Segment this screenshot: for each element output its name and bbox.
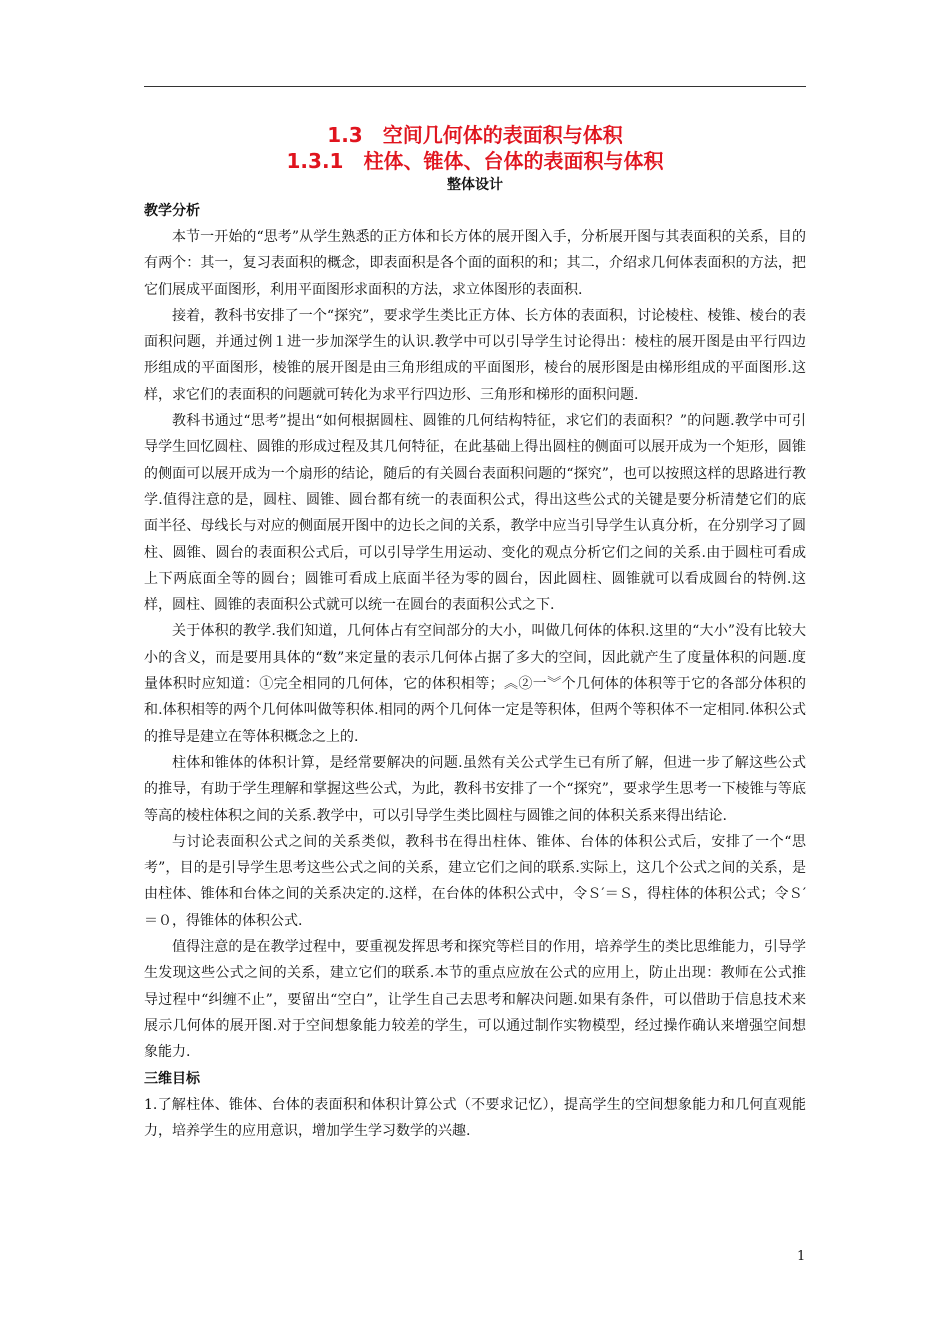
sub-title: 1.3.1 柱体、锥体、台体的表面积与体积 — [286, 149, 664, 173]
document-body — [144, 122, 806, 1144]
paragraph: 柱体和锥体的体积计算，是经常要解决的问题.虽然有关公式学生已有所了解，但进一步了解这些公式的推导，有助于学生理解和掌握这些公式，为此，教科书安排了一个“探究”，要求学生思考一下棱锥与等底等高的棱柱体积之间的关系.教学中，可以引导学生类比圆柱与圆锥之间的体积关系来得出结论. — [144, 754, 806, 824]
page-number: 1 — [797, 1249, 806, 1264]
paragraph: 与讨论表面积公式之间的关系类似，教科书在得出柱体、锥体、台体的体积公式后，安排了一个“思考”，目的是引导学生思考这些公式之间的关系，建立它们之间的联系.实际上，这几个公式之间的关系，是由柱体、锥体和台体之间的关系决定的.这样，在台体的体积公式中，令Ｓ′＝Ｓ，得柱体的体积公式；令Ｓ′＝０，得锥体的体积公式. — [144, 833, 806, 929]
paragraph: 关于体积的教学.我们知道，几何体占有空间部分的大小，叫做几何体的体积.这里的“大小”没有比较大小的含义，而是要用具体的“数”来定量的表示几何体占据了多大的空间，因此就产生了度量体积的问题.度量体积时应知道：①完全相同的几何体，它的体积相等；︽②一︾个几何体的体积等于它的各部分体积的和.体积相等的两个几何体叫做等积体.相同的两个几何体一定是等积体，但两个等积体不一定相同.体积公式的推导是建立在等体积概念之上的. — [144, 623, 806, 745]
paragraph: 接着，教科书安排了一个“探究”，要求学生类比正方体、长方体的表面积，讨论棱柱、棱锥、棱台的表面积问题，并通过例１进一步加深学生的认识.教学中可以引导学生讨论得出：棱柱的展开图是由平行四边形组成的平面图形，棱锥的展开图是由三角形组成的平面图形，棱台的展形图是由梯形组成的平面图形.这样，求它们的表面积的问题就可转化为求平行四边形、三角形和梯形的面积问题. — [144, 307, 806, 403]
section-heading-goals: 三维目标 — [144, 1070, 200, 1087]
paragraph: 值得注意的是在教学过程中，要重视发挥思考和探究等栏目的作用，培养学生的类比思维能力，引导学生发现这些公式之间的关系，建立它们的联系.本节的重点应放在公式的应用上，防止出现：教师在公式推导过程中“纠缠不止”，要留出“空白”，让学生自己去思考和解决问题.如果有条件，可以借助于信息技术来展示几何体的展开图.对于空间想象能力较差的学生，可以通过制作实物模型，经过操作确认来增强空间想象能力. — [144, 939, 806, 1061]
main-title: 1.3 空间几何体的表面积与体积 — [327, 123, 623, 147]
header-rule — [144, 86, 806, 87]
goal-item: 1.了解柱体、锥体、台体的表面积和体积计算公式（不要求记忆），提高学生的空间想象能力和几何直观能力，培养学生的应用意识，增加学生学习数学的兴趣. — [144, 1096, 806, 1139]
paragraph: 本节一开始的“思考”从学生熟悉的正方体和长方体的展开图入手，分析展开图与其表面积的关系，目的有两个：其一，复习表面积的概念，即表面积是各个面的面积的和；其二，介绍求几何体表面积的方法，把它们展成平面图形，利用平面图形求面积的方法，求立体图形的表面积. — [144, 229, 806, 298]
paragraph: 教科书通过“思考”提出“如何根据圆柱、圆锥的几何结构特征，求它们的表面积？”的问题.教学中可引导学生回忆圆柱、圆锥的形成过程及其几何特征，在此基础上得出圆柱的侧面可以展开成为一个矩形，圆锥的侧面可以展开成为一个扇形的结论，随后的有关圆台表面积问题的“探究”，也可以按照这样的思路进行教学.值得注意的是，圆柱、圆锥、圆台都有统一的表面积公式，得出这些公式的关键是要分析清楚它们的底面半径、母线长与对应的侧面展开图中的边长之间的关系，教学中应当引导学生认真分析，在分别学习了圆柱、圆锥、圆台的表面积公式后，可以引导学生用运动、变化的观点分析它们之间的关系.由于圆柱可看成上下两底面全等的圆台；圆锥可看成上底面半径为零的圆台，因此圆柱、圆锥就可以看成圆台的特例.这样，圆柱、圆锥的表面积公式就可以统一在圆台的表面积公式之下. — [144, 413, 806, 614]
design-heading: 整体设计 — [447, 177, 503, 193]
section-heading-analysis: 教学分析 — [144, 203, 200, 219]
